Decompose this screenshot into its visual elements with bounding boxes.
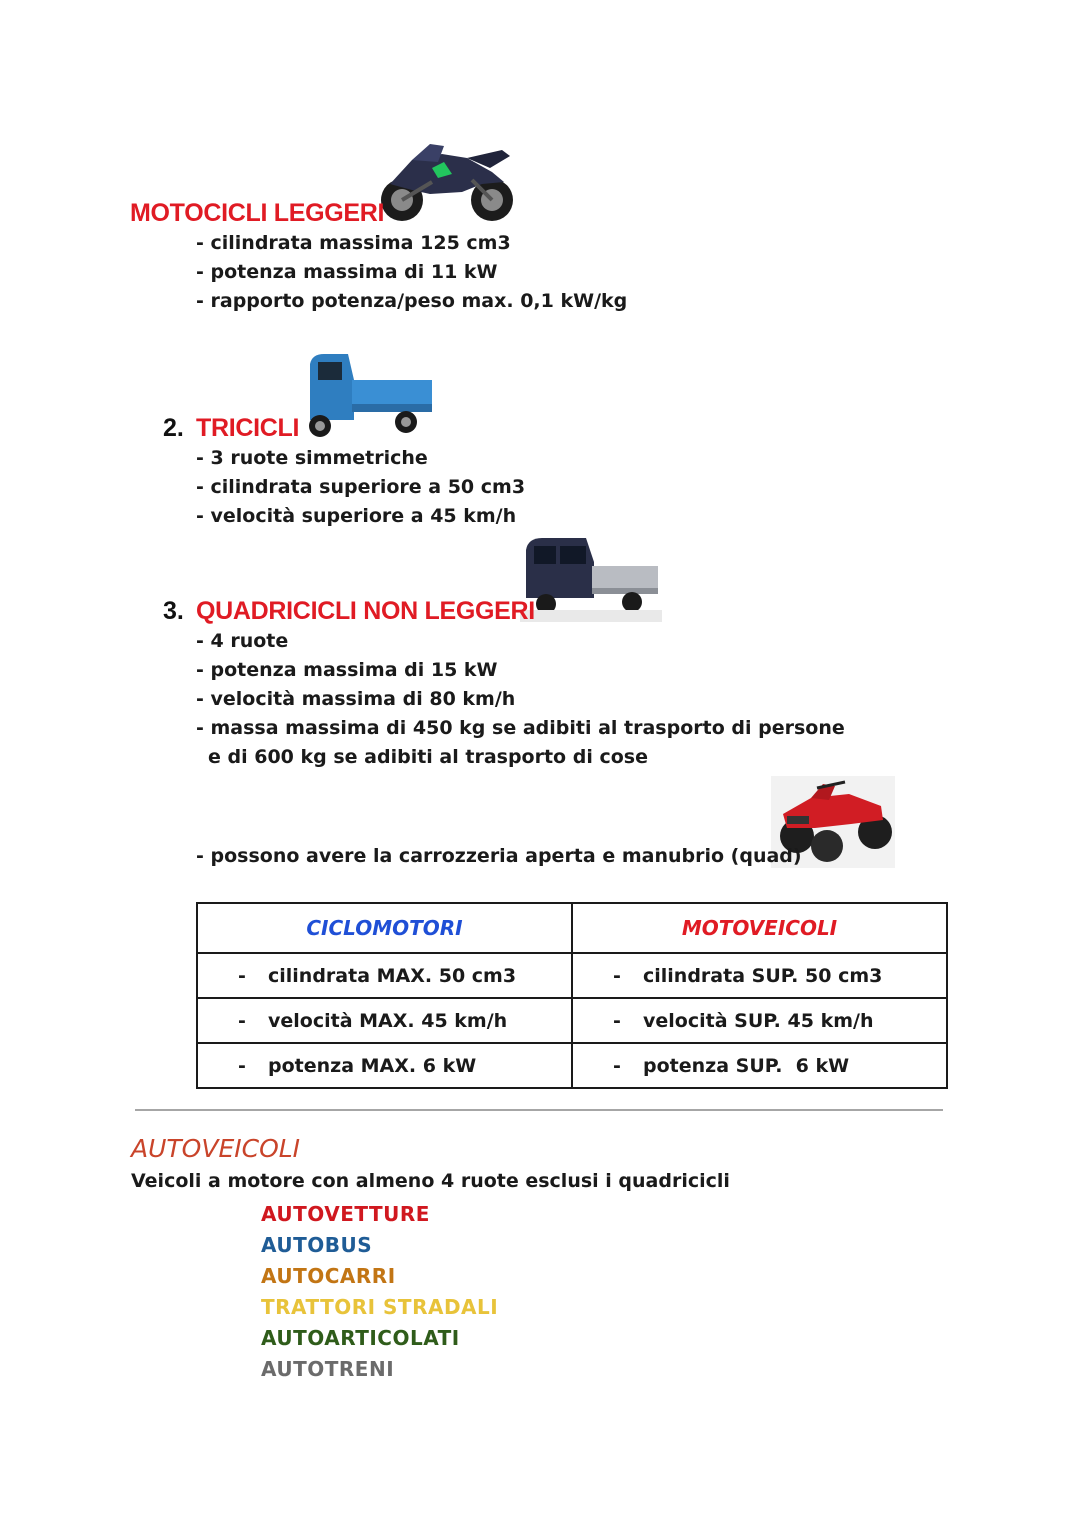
category-trattori-stradali: TRATTORI STRADALI (261, 1295, 499, 1319)
autoveicoli-description: Veicoli a motore con almeno 4 ruote esclusi i quadricicli (131, 1170, 730, 1192)
motocicli-item-2: - potenza massima di 11 kW (196, 261, 498, 283)
motocicli-leggeri-title: MOTOCICLI LEGGERI (130, 199, 385, 227)
category-autoarticolati: AUTOARTICOLATI (261, 1326, 460, 1350)
dash: - (613, 1009, 621, 1032)
category-autovetture: AUTOVETTURE (261, 1202, 430, 1226)
cell-motoveicoli-cilindrata: cilindrata SUP. 50 cm3 (643, 964, 883, 987)
quadricicli-extra: - possono avere la carrozzeria aperta e manubrio (quad) (196, 845, 802, 867)
comparison-table (196, 902, 948, 1089)
category-autocarri: AUTOCARRI (261, 1264, 396, 1288)
category-autotreni: AUTOTRENI (261, 1357, 395, 1381)
dash: - (238, 1054, 246, 1077)
quadricicli-item-3: - velocità massima di 80 km/h (196, 688, 516, 710)
tricicli-item-3: - velocità superiore a 45 km/h (196, 505, 517, 527)
three-wheeler-image (302, 350, 436, 440)
mini-truck-image (520, 532, 662, 622)
cell-ciclomotori-potenza: potenza MAX. 6 kW (268, 1054, 477, 1077)
quadricicli-title: QUADRICICLI NON LEGGERI (196, 597, 535, 625)
quadricicli-number: 3. (163, 597, 184, 625)
section-divider (135, 1109, 943, 1111)
header-motoveicoli: MOTOVEICOLI (572, 903, 947, 953)
header-ciclomotori: CICLOMOTORI (197, 903, 572, 953)
autoveicoli-title: AUTOVEICOLI (131, 1134, 301, 1163)
quadricicli-item-4-continued: e di 600 kg se adibiti al trasporto di cose (208, 746, 648, 768)
dash: - (238, 964, 246, 987)
tricicli-item-1: - 3 ruote simmetriche (196, 447, 428, 469)
tricicli-number: 2. (163, 414, 184, 442)
table-header-row (197, 903, 947, 953)
dash: - (613, 1054, 621, 1077)
motorcycle-image (372, 132, 520, 224)
cell-motoveicoli-potenza: potenza SUP. 6 kW (643, 1054, 850, 1077)
quadricicli-item-2: - potenza massima di 15 kW (196, 659, 498, 681)
cell-motoveicoli-velocita: velocità SUP. 45 km/h (643, 1009, 874, 1032)
table-row (197, 1043, 947, 1088)
quadricicli-item-1: - 4 ruote (196, 630, 289, 652)
quadricicli-item-4: - massa massima di 450 kg se adibiti al trasporto di persone (196, 717, 845, 739)
tricicli-title: TRICICLI (196, 414, 300, 442)
category-autobus: AUTOBUS (261, 1233, 373, 1257)
dash: - (238, 1009, 246, 1032)
motocicli-item-1: - cilindrata massima 125 cm3 (196, 232, 511, 254)
table-row (197, 953, 947, 998)
tricicli-item-2: - cilindrata superiore a 50 cm3 (196, 476, 526, 498)
cell-ciclomotori-velocita: velocità MAX. 45 km/h (268, 1009, 508, 1032)
cell-ciclomotori-cilindrata: cilindrata MAX. 50 cm3 (268, 964, 517, 987)
motocicli-item-3: - rapporto potenza/peso max. 0,1 kW/kg (196, 290, 628, 312)
table-row (197, 998, 947, 1043)
dash: - (613, 964, 621, 987)
